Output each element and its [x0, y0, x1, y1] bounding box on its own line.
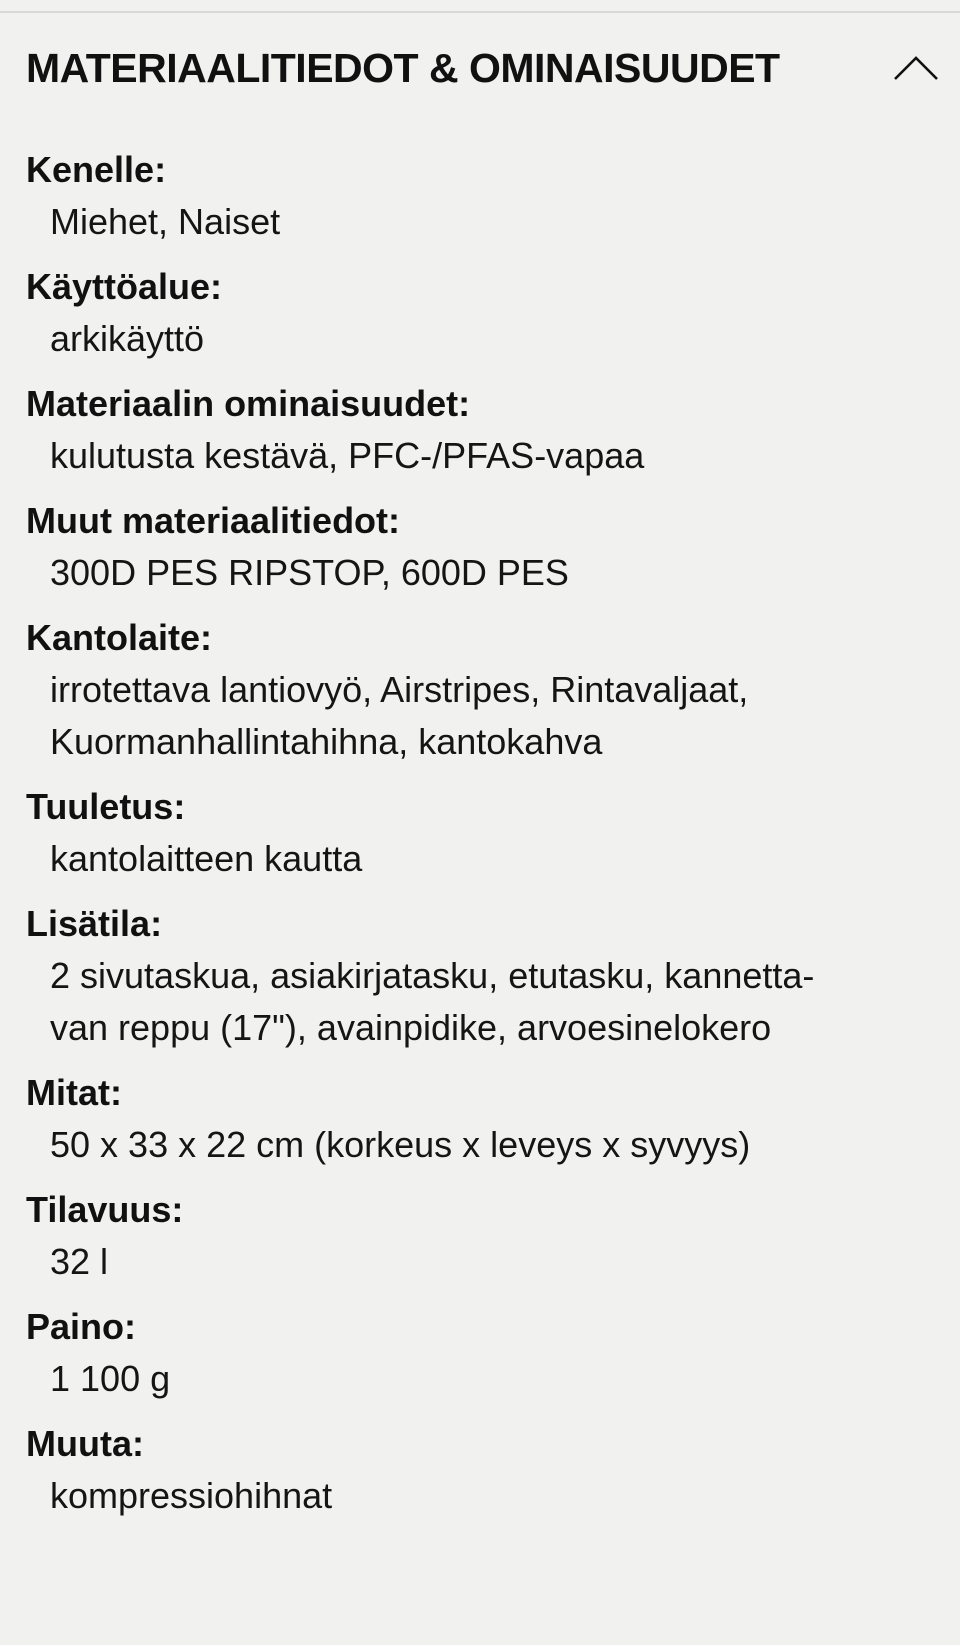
spec-label: Mitat : [26, 1071, 946, 1115]
spec-list [26, 148, 946, 1539]
spec-item [26, 148, 946, 248]
spec-item [26, 785, 946, 885]
top-divider [0, 11, 960, 13]
spec-value-line: arkikäyttö [50, 318, 205, 359]
spec-value-line: kulutusta kestävä, PFC-/PFAS-vapaa [50, 435, 645, 476]
spec-value [26, 829, 946, 885]
spec-value-line: 300D PES RIPSTOP, 600D PES [50, 552, 569, 593]
spec-label: Muuta : [26, 1422, 946, 1466]
spec-item [26, 1188, 946, 1288]
spec-item [26, 1422, 946, 1522]
section-title: MATERIAALITIEDOT & OMINAISUUDET [26, 44, 780, 91]
spec-value [26, 192, 946, 248]
spec-item [26, 265, 946, 365]
spec-value [26, 1466, 946, 1522]
spec-item [26, 1305, 946, 1405]
spec-value [26, 426, 946, 482]
spec-label: Kantolaite : [26, 616, 946, 660]
spec-label: Paino : [26, 1305, 946, 1349]
spec-item [26, 499, 946, 599]
spec-label: Käyttöalue : [26, 265, 946, 309]
spec-value-line: van reppu (17"), avainpidike, arvoesinelokero [50, 1007, 772, 1048]
spec-value-line: Miehet, Naiset [50, 201, 281, 242]
spec-value [26, 543, 946, 599]
spec-label: Kenelle : [26, 148, 946, 192]
spec-value-line: 2 sivutaskua, asiakirjatasku, etutasku, kannetta- [50, 955, 815, 996]
spec-label: Materiaalin ominaisuudet : [26, 382, 946, 426]
spec-label: Muut materiaalitiedot : [26, 499, 946, 543]
spec-label: Tilavuus : [26, 1188, 946, 1232]
spec-value [26, 1232, 946, 1288]
spec-value-line: Kuormanhallintahihna, kantokahva [50, 721, 603, 762]
section-header-toggle[interactable] [26, 38, 946, 98]
spec-value-line: 50 x 33 x 22 cm (korkeus x leveys x syvyys) [50, 1124, 751, 1165]
spec-value-line: 1 100 g [50, 1358, 171, 1399]
spec-item [26, 1071, 946, 1171]
spec-item [26, 616, 946, 768]
spec-value [26, 660, 946, 768]
spec-value-line: kompressiohihnat [50, 1475, 333, 1516]
spec-item [26, 902, 946, 1054]
spec-value [26, 1115, 946, 1171]
spec-item [26, 382, 946, 482]
spec-label: Tuuletus : [26, 785, 946, 829]
spec-value [26, 1349, 946, 1405]
spec-label: Lisätila : [26, 902, 946, 946]
chevron-up-icon[interactable] [890, 48, 942, 88]
spec-value-line: irrotettava lantiovyö, Airstripes, Rintavaljaat, [50, 669, 749, 710]
spec-value [26, 946, 946, 1054]
spec-value [26, 309, 946, 365]
spec-value-line: 32 l [50, 1241, 109, 1282]
spec-value-line: kantolaitteen kautta [50, 838, 363, 879]
